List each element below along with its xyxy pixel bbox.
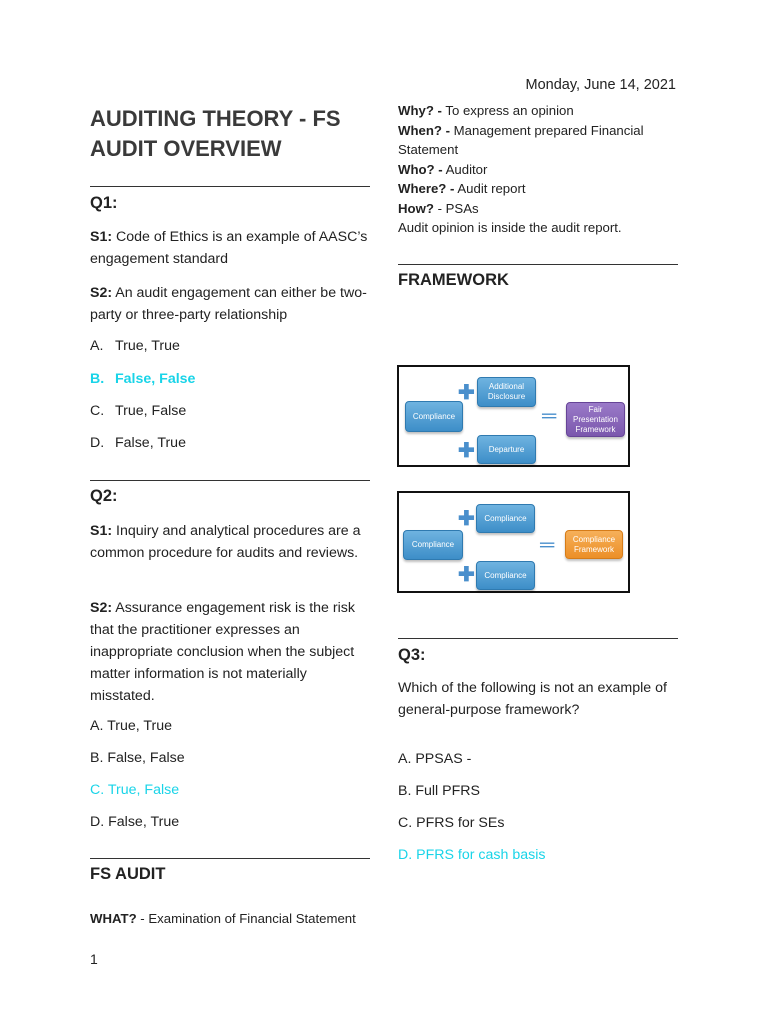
option-letter: A. xyxy=(90,338,104,354)
why-text: To express an opinion xyxy=(441,103,574,118)
divider xyxy=(398,638,678,639)
compliance-box: Compliance xyxy=(405,401,463,432)
q3-heading: Q3: xyxy=(398,646,426,664)
compliance-framework-diagram xyxy=(397,491,630,593)
audit-info-list xyxy=(398,101,678,238)
where-label: Where? - xyxy=(398,181,455,196)
page-title: AUDITING THEORY - FS AUDIT OVERVIEW xyxy=(90,106,341,161)
where-line xyxy=(398,179,678,199)
page-date: Monday, June 14, 2021 xyxy=(525,77,676,93)
q2-s2-text: Assurance engagement risk is the risk that the practitioner expresses an inappropriate conclusion when the subject matter information is not materially misstated. xyxy=(90,600,355,704)
q1-option-c xyxy=(90,403,186,419)
q3-question: Which of the following is not an example of general-purpose framework? xyxy=(398,680,667,718)
q2-s2-label: S2: xyxy=(90,600,113,616)
q1-s2-text: An audit engagement can either be two-party or three-party relationship xyxy=(90,285,367,323)
equals-icon: ═ xyxy=(542,405,557,427)
divider xyxy=(398,264,678,265)
when-text: Management prepared Financial Statement xyxy=(398,122,644,157)
when-line xyxy=(398,121,678,160)
fair-presentation-diagram xyxy=(397,365,630,467)
plus-icon: ✚ xyxy=(458,508,475,530)
plus-icon: ✚ xyxy=(458,382,475,404)
q2-s1-text: Inquiry and analytical procedures are a common procedure for audits and reviews. xyxy=(90,523,361,561)
q2-option-c-answer: C. True, False xyxy=(90,782,180,798)
q3-option-c: C. PFRS for SEs xyxy=(398,815,505,831)
who-label: Who? - xyxy=(398,161,443,177)
q1-option-a xyxy=(90,338,180,354)
what-text: - Examination of Financial Statement xyxy=(136,911,356,926)
q2-s1-label: S1: xyxy=(90,523,113,539)
q2-statement-2 xyxy=(90,597,360,707)
why-line xyxy=(398,101,678,121)
option-letter: D. xyxy=(90,435,105,451)
q1-option-d xyxy=(90,435,186,451)
plus-icon: ✚ xyxy=(458,440,475,462)
q1-option-b-answer xyxy=(90,371,195,387)
divider xyxy=(90,858,370,859)
option-letter: B. xyxy=(90,371,105,387)
additional-disclosure-box: Additional Disclosure xyxy=(477,377,536,407)
when-label: When? - xyxy=(398,122,451,138)
what-label: WHAT? xyxy=(90,911,137,926)
fs-audit-what xyxy=(90,909,356,929)
compliance-framework-box: Compliance Framework xyxy=(565,530,623,559)
audit-opinion-note: Audit opinion is inside the audit report. xyxy=(398,220,622,235)
compliance-left-box: Compliance xyxy=(403,530,463,560)
compliance-bottom-box: Compliance xyxy=(476,561,535,590)
q3-option-a: A. PPSAS - xyxy=(398,751,472,767)
divider xyxy=(90,186,370,187)
how-label: How? xyxy=(398,200,434,216)
option-letter: C. xyxy=(90,403,105,419)
q1-heading: Q1: xyxy=(90,194,118,212)
where-text: Audit report xyxy=(454,181,526,196)
option-text: True, False xyxy=(115,403,187,419)
q2-heading: Q2: xyxy=(90,487,118,505)
q1-s1-label: S1: xyxy=(90,229,113,245)
page-number: 1 xyxy=(90,951,98,967)
q1-s1-text: Code of Ethics is an example of AASC’s engagement standard xyxy=(90,229,368,267)
q3-option-d-answer: D. PFRS for cash basis xyxy=(398,847,546,863)
compliance-top-box: Compliance xyxy=(476,504,535,533)
q2-option-b: B. False, False xyxy=(90,750,185,766)
q2-statement-1 xyxy=(90,520,372,564)
option-text: False, False xyxy=(115,371,196,387)
who-text: Auditor xyxy=(442,161,488,177)
how-line xyxy=(398,199,678,219)
option-text: True, True xyxy=(115,338,180,354)
q1-statement-1 xyxy=(90,226,370,270)
q2-option-d: D. False, True xyxy=(90,814,180,830)
q2-option-a: A. True, True xyxy=(90,718,173,734)
option-text: False, True xyxy=(115,435,186,451)
q3-option-b: B. Full PFRS xyxy=(398,783,480,799)
framework-heading: FRAMEWORK xyxy=(398,271,509,289)
departure-box: Departure xyxy=(477,435,536,464)
fs-audit-heading: FS AUDIT xyxy=(90,865,166,883)
divider xyxy=(90,480,370,481)
who-line xyxy=(398,160,678,180)
fair-presentation-framework-box: Fair Presentation Framework xyxy=(566,402,625,437)
plus-icon: ✚ xyxy=(458,564,475,586)
equals-icon: ═ xyxy=(540,534,555,556)
q1-s2-label: S2: xyxy=(90,285,113,301)
why-label: Why? - xyxy=(398,103,442,118)
how-text: - PSAs xyxy=(433,200,479,216)
q1-statement-2 xyxy=(90,282,370,326)
